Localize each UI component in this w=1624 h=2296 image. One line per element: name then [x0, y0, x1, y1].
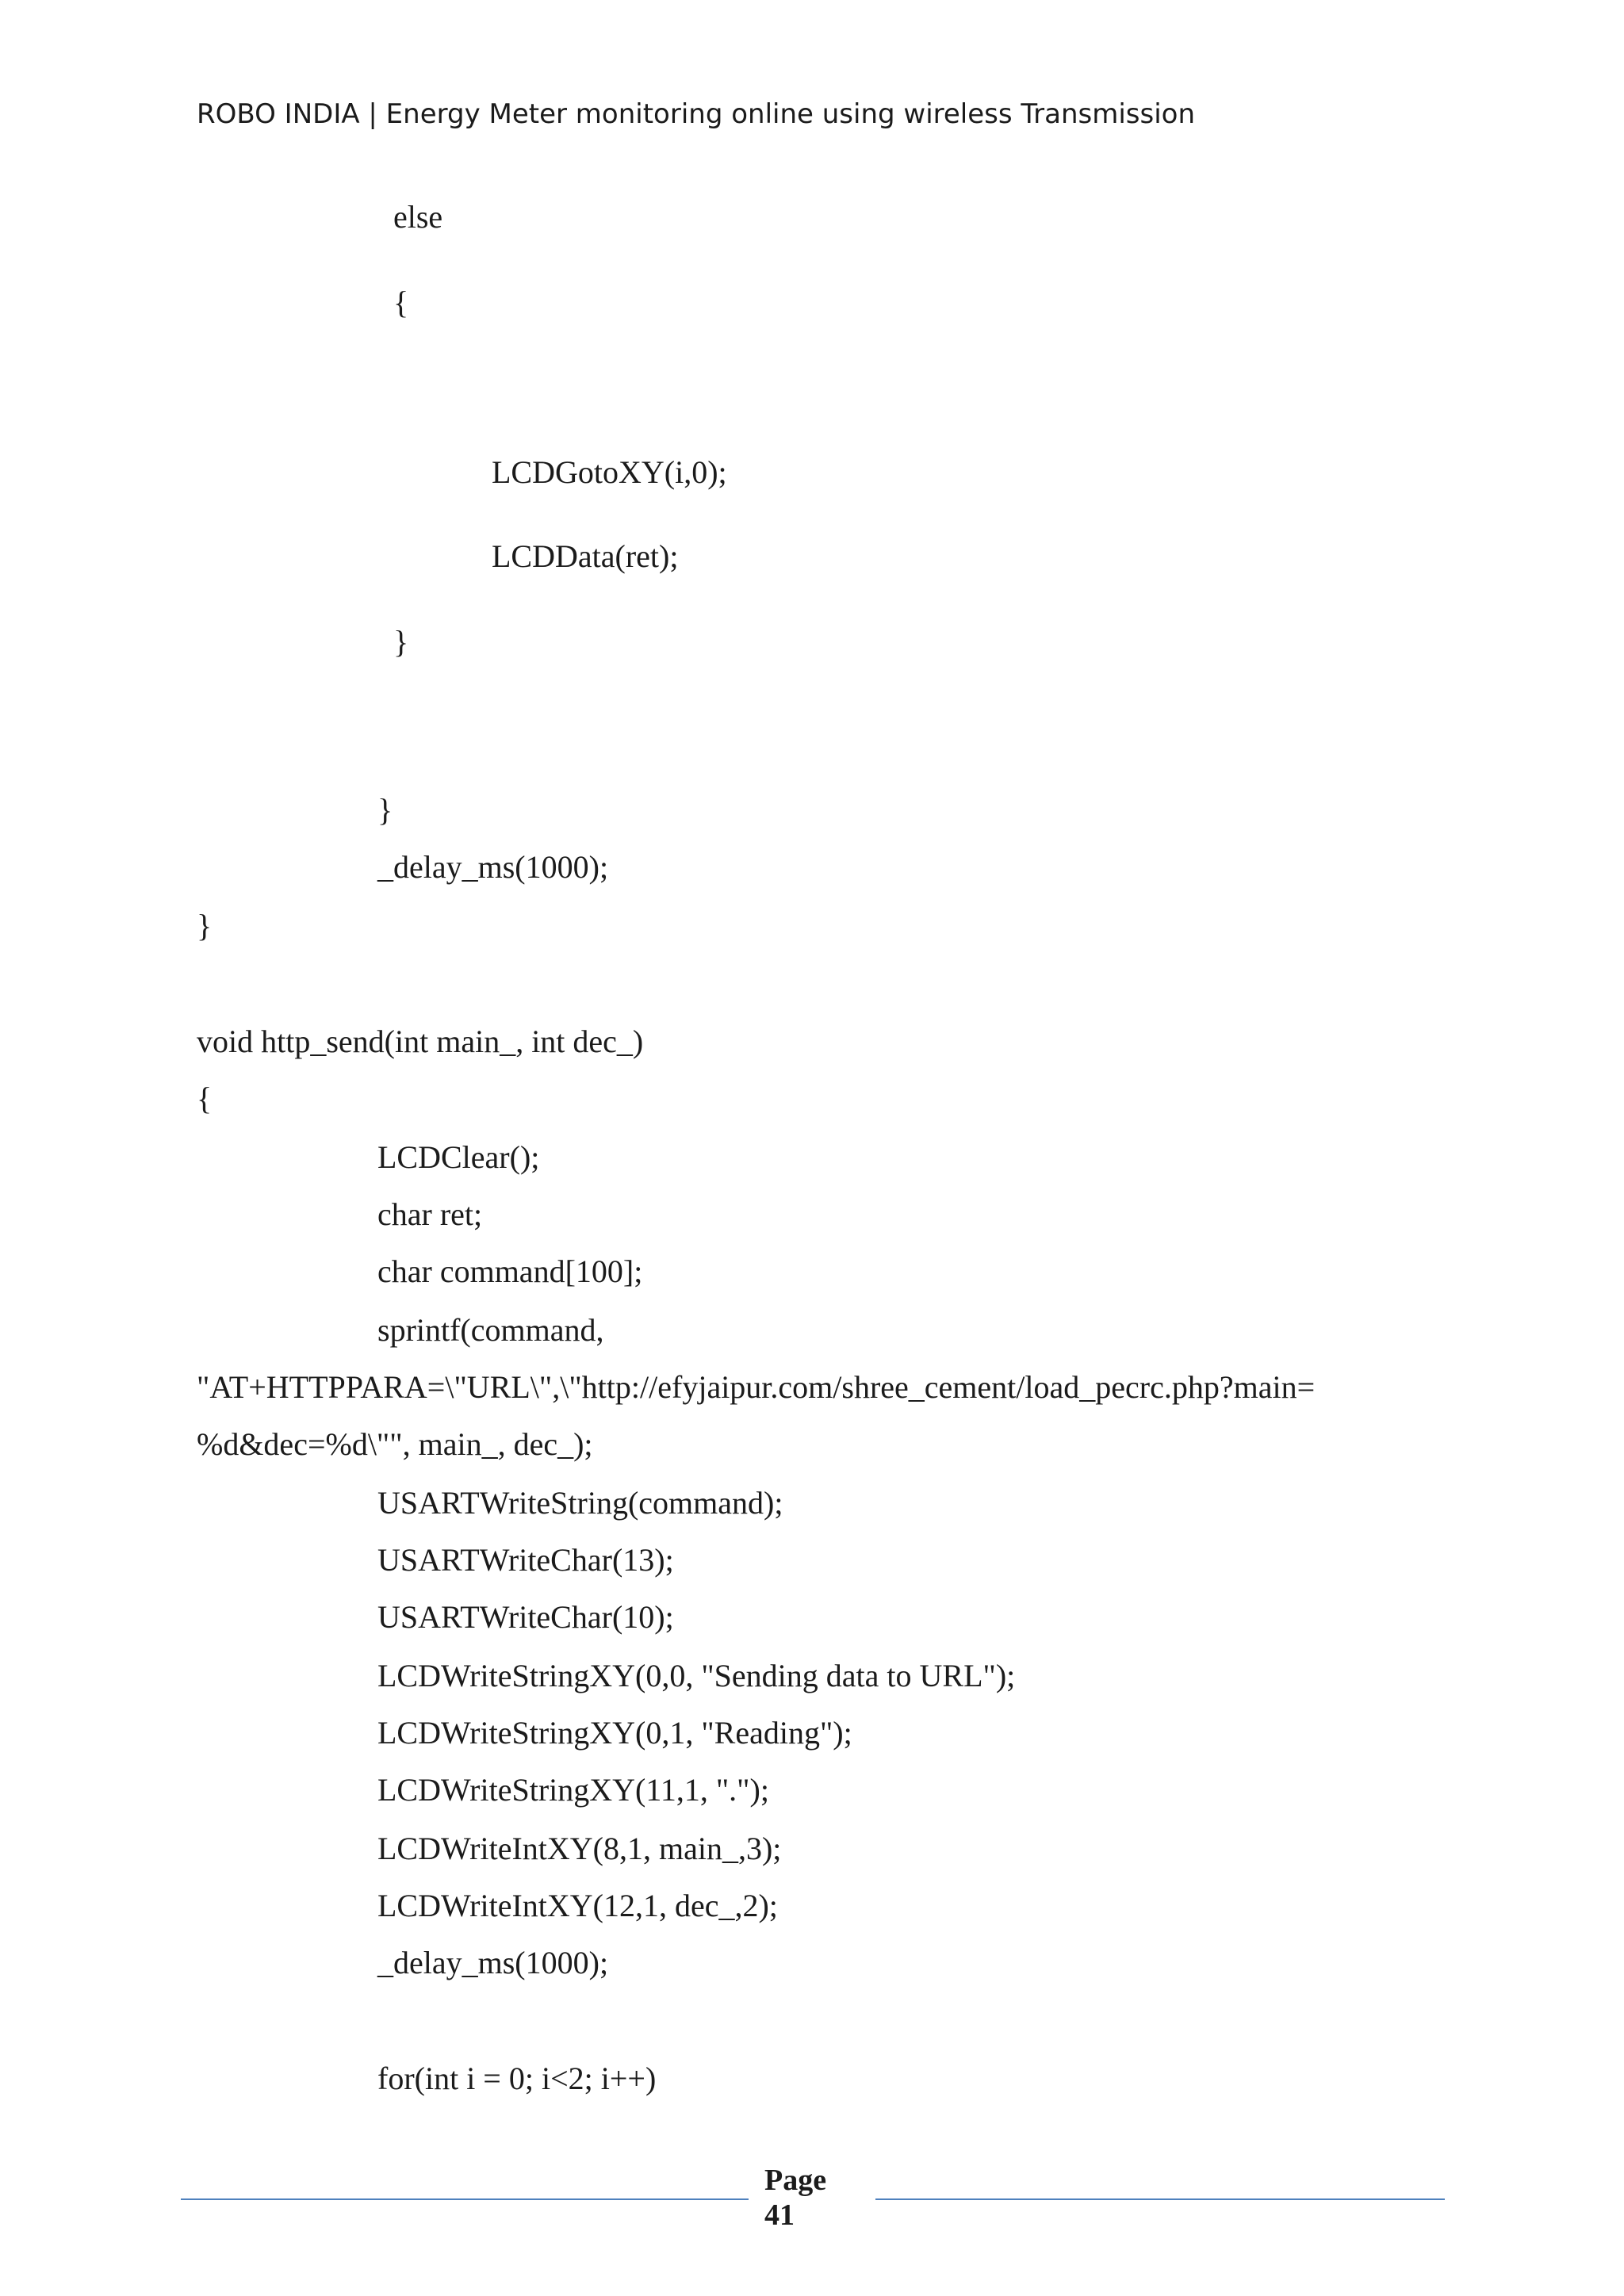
code-line: LCDClear();	[377, 1139, 540, 1175]
footer-rule-right	[875, 2198, 1445, 2200]
code-line: LCDData(ret);	[492, 538, 679, 574]
code-line: LCDWriteStringXY(11,1, ".");	[377, 1772, 769, 1808]
code-line: {	[197, 1081, 213, 1116]
code-line: "AT+HTTPPARA=\"URL\",\"http://efyjaipur.com/shree_cement/load_pecrc.php?main=	[197, 1369, 1316, 1405]
code-line: char command[100];	[377, 1253, 643, 1289]
code-line: LCDWriteStringXY(0,1, "Reading");	[377, 1715, 852, 1751]
page-number: 41	[764, 2198, 795, 2232]
code-line: %d&dec=%d\"", main_, dec_);	[197, 1426, 593, 1462]
page-number-block	[764, 2163, 826, 2233]
code-line: LCDWriteIntXY(12,1, dec_,2);	[377, 1888, 778, 1923]
code-line: LCDWriteStringXY(0,0, "Sending data to URL");	[377, 1658, 1016, 1693]
code-line: USARTWriteString(command);	[377, 1485, 783, 1521]
page-header: ROBO INDIA | Energy Meter monitoring online using wireless Transmission	[197, 98, 1196, 130]
footer-rule-left	[181, 2198, 749, 2200]
code-line: _delay_ms(1000);	[377, 1945, 609, 1980]
code-line: USARTWriteChar(13);	[377, 1542, 674, 1578]
code-line: void http_send(int main_, int dec_)	[197, 1024, 644, 1059]
code-line: LCDGotoXY(i,0);	[492, 454, 727, 490]
code-line: }	[197, 908, 213, 943]
page-label: Page	[764, 2164, 827, 2197]
code-line: USARTWriteChar(10);	[377, 1599, 674, 1635]
code-line: for(int i = 0; i<2; i++)	[377, 2061, 657, 2096]
code-line: sprintf(command,	[377, 1312, 604, 1348]
code-line: }	[393, 624, 409, 660]
code-line: }	[377, 792, 393, 828]
code-line: char ret;	[377, 1196, 483, 1232]
code-line: _delay_ms(1000);	[377, 849, 609, 885]
code-line: {	[393, 285, 409, 320]
code-line: LCDWriteIntXY(8,1, main_,3);	[377, 1831, 782, 1866]
code-line: else	[393, 199, 443, 235]
